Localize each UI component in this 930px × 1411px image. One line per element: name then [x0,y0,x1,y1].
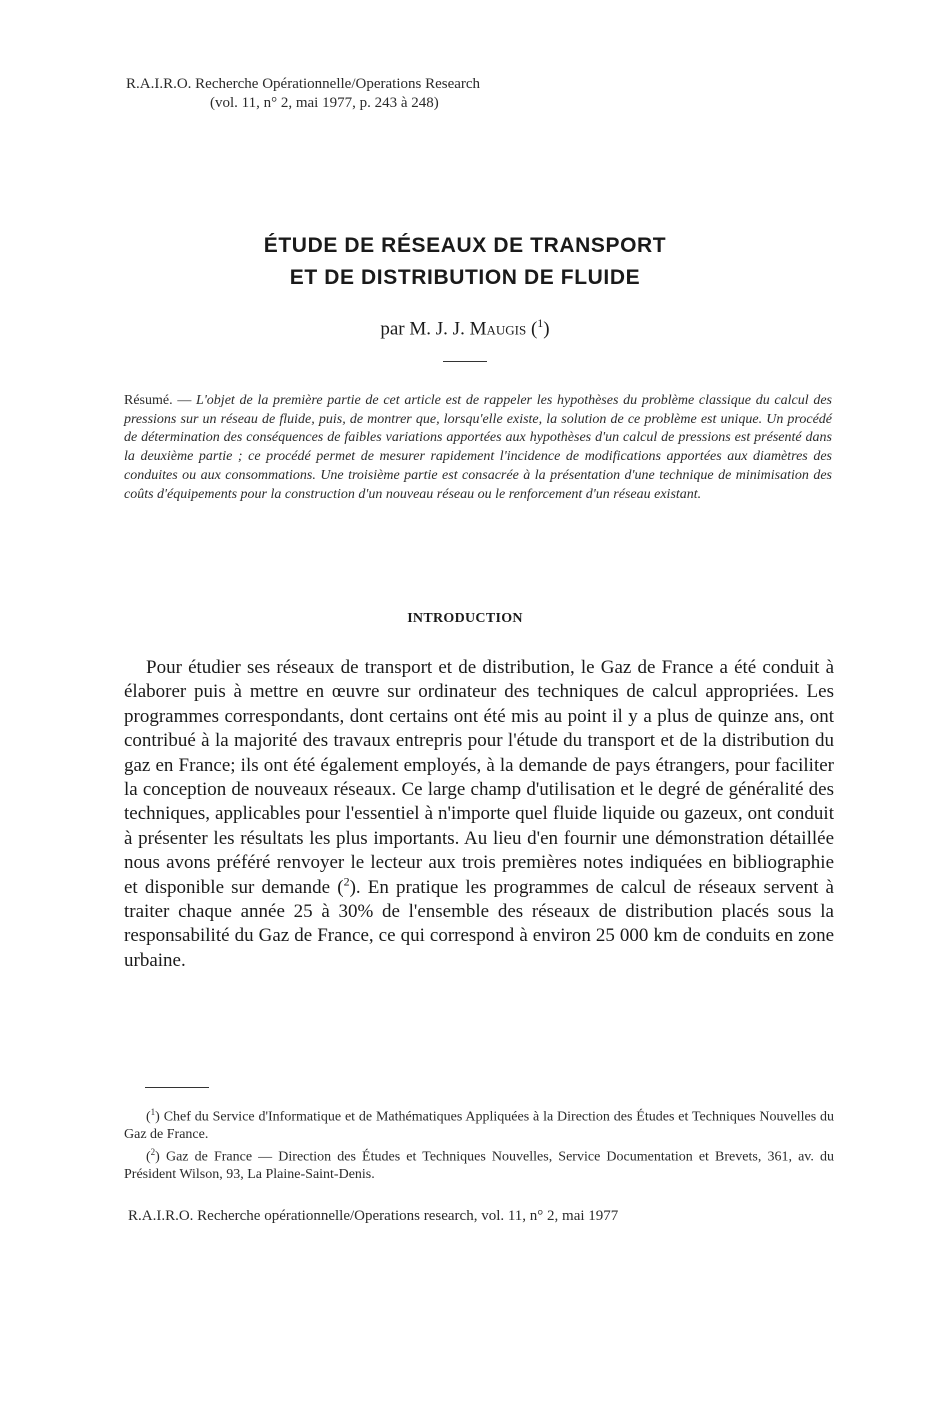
author-note-close: ) [543,318,550,340]
footnote-2 [124,1144,834,1184]
title-separator [443,361,487,362]
abstract [124,392,832,504]
footnote-2-close: ) [155,1149,166,1165]
journal-footer: R.A.I.R.O. Recherche opérationnelle/Operations research, vol. 11, n° 2, mai 1977 [128,1208,619,1224]
footnote-1-close: ) [155,1109,164,1125]
article-title [0,230,930,294]
article-title-line-1: ÉTUDE DE RÉSEAUX DE TRANSPORT [263,234,667,257]
journal-volume-line: (vol. 11, n° 2, mai 1977, p. 243 à 248) [210,95,439,111]
footnote-separator [145,1087,209,1088]
author-footnote-ref: 1 [537,316,544,330]
abstract-text: L'objet de la première partie de cet article est de rappeler les hypothèses du problème classique du calcul des pressions sur un réseau de fluide, puis, de montrer que, lorsqu'elle existe, la solution de ce problème est unique. Un procédé de détermination des conséquences de faibles variations apportées aux hypothèses d'un calcul de pressions est présenté dans la deuxième partie ; ce procédé permet de mesurer rapidement l'incidence de modifications apportées aux diamètres des conduites ou aux consommations. Une troisième partie est consacrée à la présentation d'une technique de minimisation des coûts d'équipements pour la construction d'un nouveau réseau ou le renforcement d'un réseau existant. [124,393,832,502]
introduction-text-part-2: ). En pratique les programmes de calcul de réseaux servent à traiter chaque année 25 à 30% de l'ensemble des réseaux de distribution placés sous la responsabilité du Gaz de France, ce qui correspond à environ 25 000 km de conduits en zone urbaine. [124,876,834,971]
author-line [0,316,930,340]
introduction-paragraph [124,656,834,973]
introduction-text-part-1: Pour étudier ses réseaux de transport et de distribution, le Gaz de France a été conduit à élaborer puis à mettre en œuvre sur ordinateur des techniques de calcul appropriées. Les programmes correspondants, dont certains ont été mis au point il y a plus de quinze ans, ont contribué à la majorité des travaux entrepris pour l'étude du transport et de la distribution du gaz en France; ils ont été également employés, à la demande de pays étrangers, pour faciliter la conception de nouveaux réseaux. Ce large champ d'utilisation et le degré de généralité des techniques, applicables pour l'essentiel à n'importe quel fluide liquide ou gazeux, ont conduit à présenter les résultats les plus importants. Au lieu d'en fournir une démonstration détaillée nous avons préféré renvoyer le lecteur aux trois premières notes indiquées en bibliographie et disponible sur demande ( [124,657,834,898]
journal-header [126,75,480,113]
footnote-1-open: ( [146,1109,151,1125]
abstract-label: Résumé. — [124,393,197,408]
footnotes [124,1104,834,1183]
section-heading-introduction: INTRODUCTION [407,611,523,626]
footnote-2-text: Gaz de France — Direction des Études et Techniques Nouvelles, Service Documentation et Brevets, 361, av. du Président Wilson, 93, La Plaine-Saint-Denis. [124,1149,834,1182]
article-title-line-2: ET DE DISTRIBUTION DE FLUIDE [289,266,641,289]
introduction-footnote-ref: 2 [343,874,350,889]
author-surname: Maugis [469,318,527,340]
footnote-1-text: Chef du Service d'Informatique et de Mathématiques Appliquées à la Direction des Études et Techniques Nouvelles du Gaz de France. [124,1109,834,1143]
author-note-open: ( [526,318,538,340]
journal-name-line: R.A.I.R.O. Recherche Opérationnelle/Operations Research [126,76,481,92]
footnote-2-open: ( [146,1149,151,1165]
footnote-1 [124,1104,834,1144]
author-prefix: par M. J. J. [380,318,470,340]
footnote-2-number: 2 [150,1146,156,1157]
footnote-1-number: 1 [150,1107,156,1117]
